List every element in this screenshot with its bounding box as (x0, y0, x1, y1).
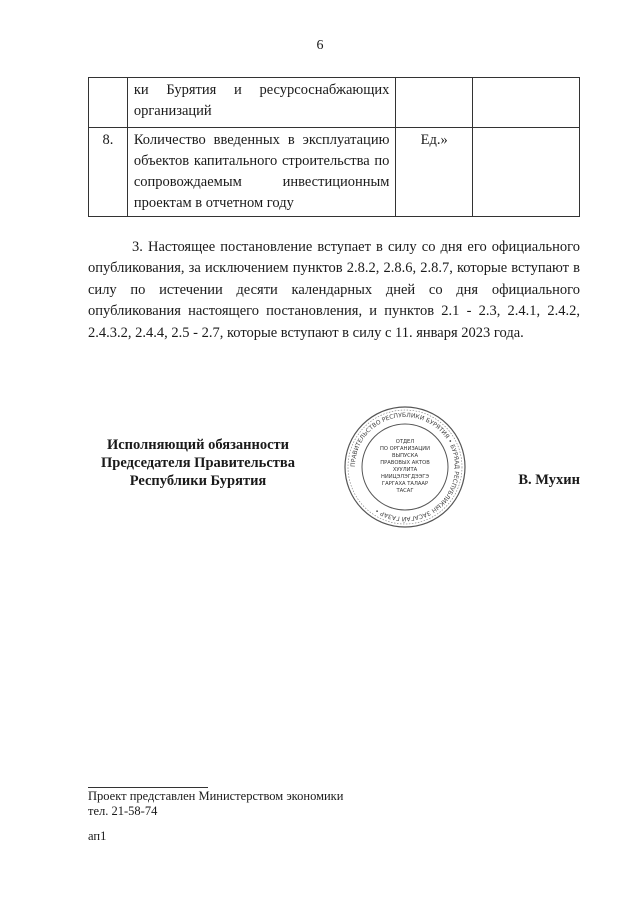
seal-text-line: ПРАВОВЫХ АКТОВ (380, 460, 430, 466)
indicator-table (88, 77, 580, 217)
footnote-phone: тел. 21-58-74 (88, 804, 158, 818)
signer-position-line: Председателя Правительства (101, 455, 295, 471)
table-row (89, 128, 580, 217)
row-number (89, 78, 128, 128)
footnote-divider (88, 787, 208, 788)
seal-text-line: ТАСАГ (396, 488, 414, 494)
row-value (473, 128, 580, 217)
signer-position-line: Исполняющий обязанности (106, 437, 290, 453)
seal-text-line: ПО ОРГАНИЗАЦИИ (379, 446, 431, 452)
row-name: Количество введенных в эксплуатацию объектов капитального строительства по сопровождаемым инвестиционным проектам в отчетном году (127, 128, 396, 217)
table-row (89, 78, 580, 128)
seal-text-line: ХУУЛИТА (392, 467, 418, 473)
footnote (88, 789, 343, 819)
signer-position-line: Республики Бурятия (129, 473, 267, 489)
row-unit (396, 78, 473, 128)
row-value (473, 78, 580, 128)
seal-text-line: НИИЦЭЛЭГДЭЭГЭ (380, 474, 430, 480)
seal-text-line: ОТДЕЛ (395, 439, 415, 445)
seal-ring-text: ПРАВИТЕЛЬСТВО РЕСПУБЛИКИ БУРЯТИЯ • БУРЯАД РЕСПУБЛИКЫН ЗАСАГАЙ ГАЗАР • (349, 411, 461, 523)
row-number: 8. (89, 128, 128, 217)
signer-name: В. Мухин (518, 472, 580, 488)
page-number: 6 (316, 38, 324, 53)
footnote-line: Проект представлен Министерством экономики (88, 789, 344, 803)
document-code: ап1 (88, 829, 107, 843)
row-name: ки Бурятия и ресурсоснабжающих организаций (127, 78, 396, 128)
row-unit: Ед.» (396, 128, 473, 217)
seal-text-line: ГАРГАХА ТАЛААР (381, 481, 429, 487)
effective-date-paragraph: 3. Настоящее постановление вступает в силу со дня его официального опубликования, за исключением пунктов 2.8.2, 2.8.6, 2.8.7, которые вступают в силу по истечении десяти календарных дней со дня официального опубликования настоящего постановления, и пунктов 2.1 - 2.3, 2.4.1, 2.4.2, 2.4.3.2, 2.4.4, 2.5 - 2.7, которые вступают в силу с 11. января 2023 года. (88, 239, 580, 341)
signer-position (88, 436, 308, 490)
seal-text-line: ВЫПУСКА (391, 453, 419, 459)
official-seal-icon (343, 405, 467, 529)
